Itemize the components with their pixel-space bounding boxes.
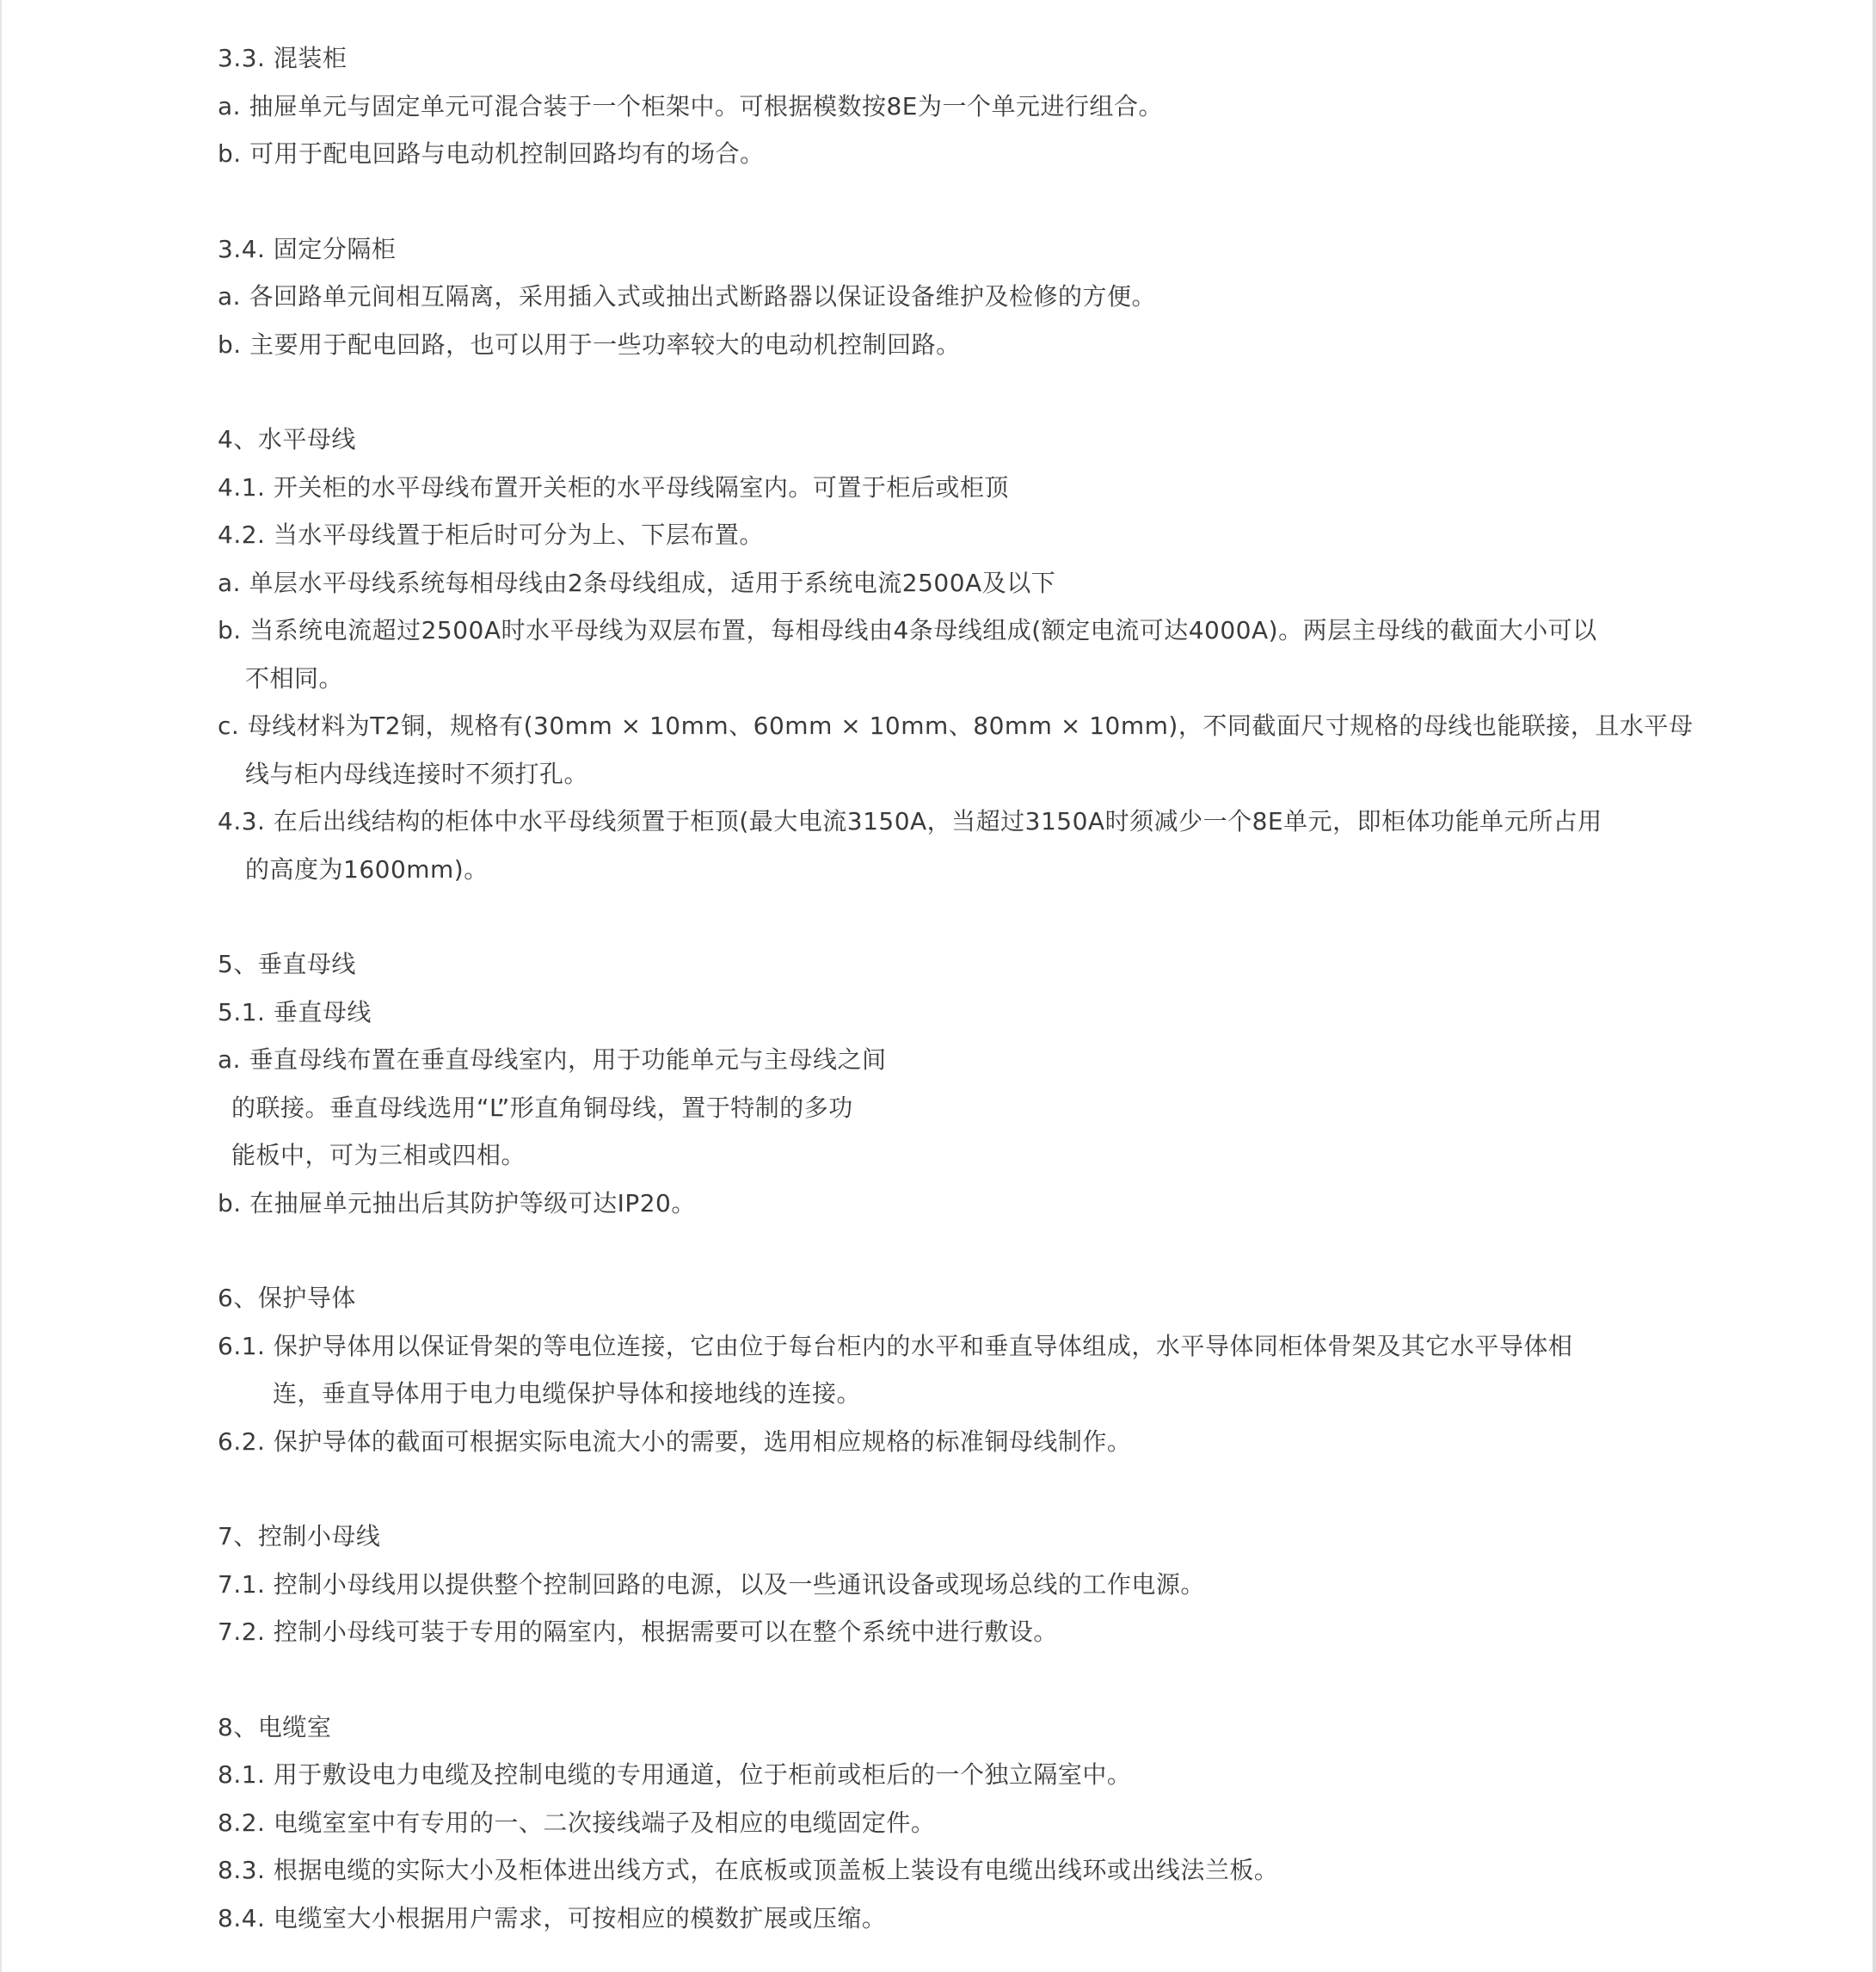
subsection-heading: 5.1. 垂直母线 <box>218 997 372 1026</box>
list-item-continuation: 线与柜内母线连接时不须打孔。 <box>245 759 589 788</box>
section-spacer <box>218 178 1731 225</box>
page-border-left <box>0 0 2 1972</box>
paragraph-continuation: 的高度为1600mm)。 <box>245 854 489 884</box>
section-spacer <box>218 1227 1731 1274</box>
list-item: b. 主要用于配电回路，也可以用于一些功率较大的电动机控制回路。 <box>218 330 961 359</box>
list-item: a. 垂直母线布置在垂直母线室内，用于功能单元与主母线之间 <box>218 1045 887 1074</box>
paragraph: 6.2. 保护导体的截面可根据实际电流大小的需要，选用相应规格的标准铜母线制作。 <box>218 1427 1132 1456</box>
list-item-continuation: 的联接。垂直母线选用“L”形直角铜母线，置于特制的多功 <box>231 1093 853 1122</box>
section-heading: 7、控制小母线 <box>218 1522 381 1550</box>
section-4 <box>218 416 1731 893</box>
section-heading: 6、保护导体 <box>218 1284 356 1312</box>
document-body <box>218 34 1731 1942</box>
list-item: b. 在抽屉单元抽出后其防护等级可达IP20。 <box>218 1188 696 1217</box>
section-spacer <box>218 1656 1731 1704</box>
list-item: b. 可用于配电回路与电动机控制回路均有的场合。 <box>218 139 765 168</box>
section-3-4 <box>218 225 1731 369</box>
paragraph: 7.2. 控制小母线可装于专用的隔室内，根据需要可以在整个系统中进行敷设。 <box>218 1618 1058 1646</box>
section-heading: 3.3. 混装柜 <box>218 44 348 72</box>
section-heading: 4、水平母线 <box>218 425 356 453</box>
section-7 <box>218 1513 1731 1656</box>
list-item: a. 单层水平母线系统每相母线由2条母线组成，适用于系统电流2500A及以下 <box>218 568 1056 597</box>
section-8 <box>218 1704 1731 1943</box>
paragraph: 7.1. 控制小母线用以提供整个控制回路的电源，以及一些通讯设备或现场总线的工作电源。 <box>218 1569 1205 1599</box>
list-item: c. 母线材料为T2铜，规格有(30mm × 10mm、60mm × 10mm、80mm × 10mm)，不同截面尺寸规格的母线也能联接，且水平母 <box>218 712 1694 740</box>
list-item: a. 抽屉单元与固定单元可混合装于一个柜架中。可根据模数按8E为一个单元进行组合。 <box>218 91 1163 120</box>
paragraph: 4.1. 开关柜的水平母线布置开关柜的水平母线隔室内。可置于柜后或柜顶 <box>218 472 1009 502</box>
paragraph: 8.3. 根据电缆的实际大小及柜体进出线方式，在底板或顶盖板上装设有电缆出线环或出线法兰板。 <box>218 1856 1279 1884</box>
section-5 <box>218 940 1731 1227</box>
section-spacer <box>218 893 1731 940</box>
paragraph: 6.1. 保护导体用以保证骨架的等电位连接，它由位于每台柜内的水平和垂直导体组成，水平导体同柜体骨架及其它水平导体相 <box>218 1331 1573 1360</box>
section-spacer <box>218 368 1731 416</box>
paragraph: 4.2. 当水平母线置于柜后时可分为上、下层布置。 <box>218 521 764 549</box>
list-item: a. 各回路单元间相互隔离，采用插入式或抽出式断路器以保证设备维护及检修的方便。 <box>218 282 1156 311</box>
list-item-continuation: 不相同。 <box>245 663 344 693</box>
section-6 <box>218 1274 1731 1465</box>
page-border-right <box>1873 0 1876 1972</box>
paragraph-continuation: 连，垂直导体用于电力电缆保护导体和接地线的连接。 <box>273 1379 862 1408</box>
list-item: b. 当系统电流超过2500A时水平母线为双层布置，每相母线由4条母线组成(额定电流可达4000A)。两层主母线的截面大小可以 <box>218 616 1597 644</box>
section-heading: 5、垂直母线 <box>218 950 356 978</box>
paragraph: 8.2. 电缆室室中有专用的一、二次接线端子及相应的电缆固定件。 <box>218 1808 936 1837</box>
section-3-3 <box>218 34 1731 178</box>
paragraph: 8.4. 电缆室大小根据用户需求，可按相应的模数扩展或压缩。 <box>218 1903 887 1932</box>
section-heading: 8、电缆室 <box>218 1712 332 1741</box>
paragraph: 4.3. 在后出线结构的柜体中水平母线须置于柜顶(最大电流3150A，当超过3150A时须减少一个8E单元，即柜体功能单元所占用 <box>218 807 1602 835</box>
paragraph: 8.1. 用于敷设电力电缆及控制电缆的专用通道，位于柜前或柜后的一个独立隔室中。 <box>218 1760 1132 1789</box>
section-spacer <box>218 1465 1731 1513</box>
list-item-continuation: 能板中，可为三相或四相。 <box>231 1141 526 1169</box>
section-heading: 3.4. 固定分隔柜 <box>218 234 397 263</box>
